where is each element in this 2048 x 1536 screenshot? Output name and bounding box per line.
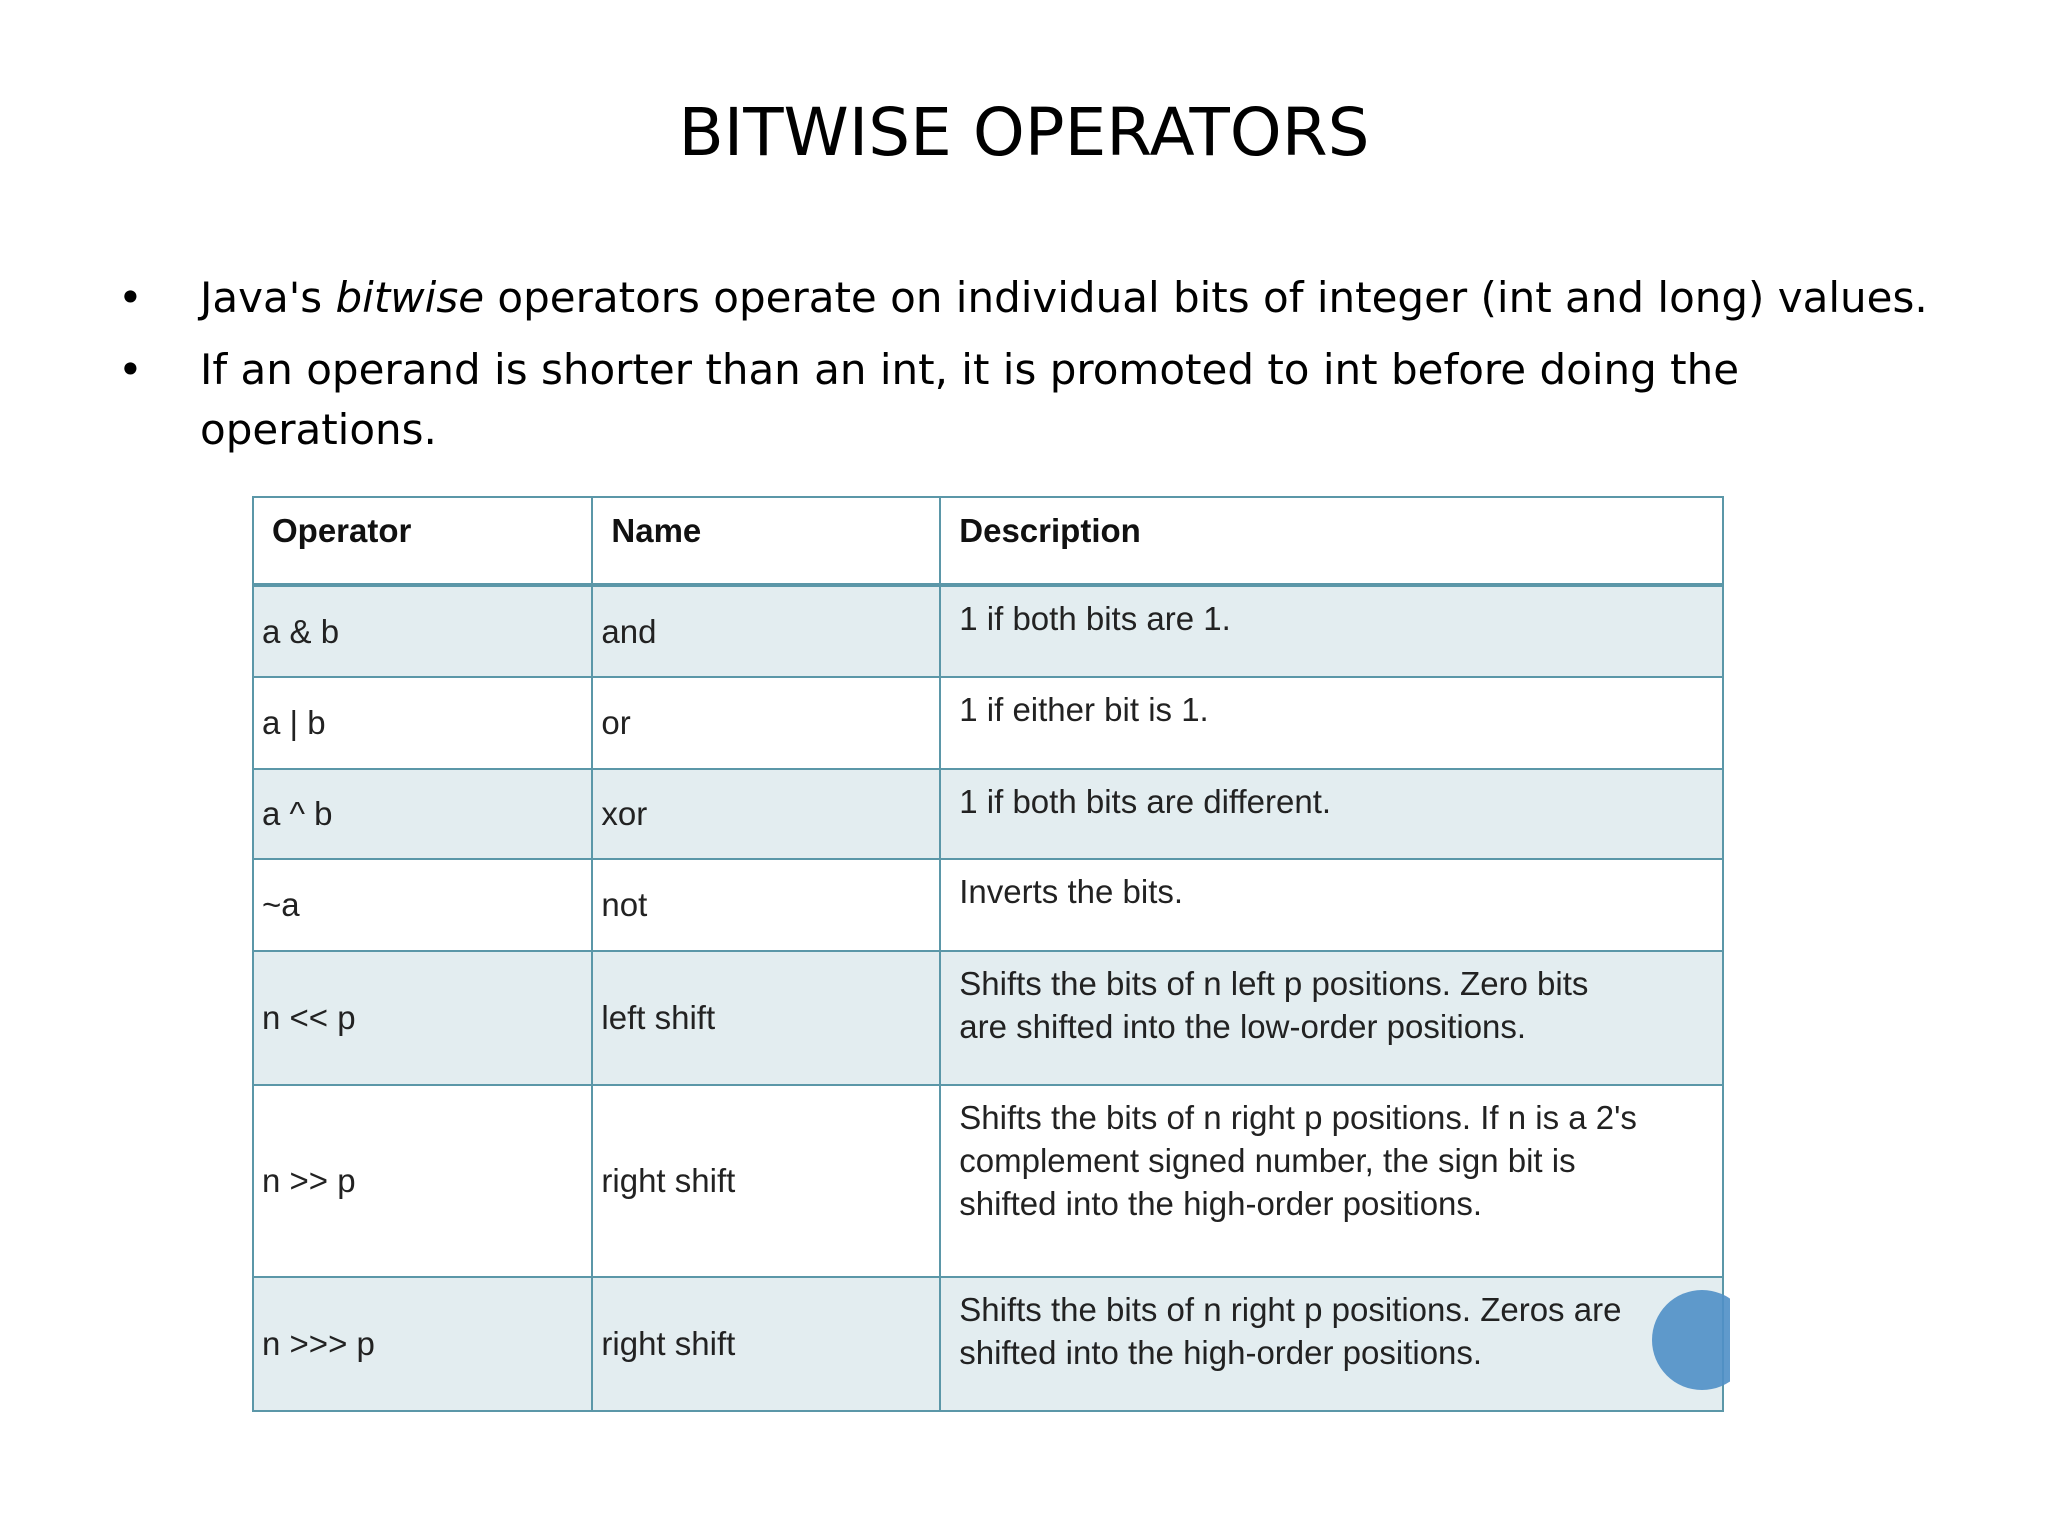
bullet-1-prefix: Java's [200, 273, 336, 322]
cell-operator: a & b [253, 585, 592, 677]
description-line: 1 if either bit is 1. [959, 691, 1209, 728]
bullet-item-1 [118, 268, 1998, 328]
table-row [253, 1277, 1723, 1411]
bullet-2-line-1: If an operand is shorter than an int, it is promoted to int before doing the [200, 345, 1740, 394]
cell-operator: n << p [253, 951, 592, 1085]
bullet-list [118, 268, 1998, 472]
header-name: Name [592, 497, 940, 585]
cell-operator: n >>> p [253, 1277, 592, 1411]
cell-description [940, 677, 1723, 769]
bullet-1-suffix: operators operate on individual bits of integer (int and long) values. [484, 273, 1928, 322]
cell-operator: n >> p [253, 1085, 592, 1277]
operators-table [252, 496, 1724, 1412]
description-line: are shifted into the low-order positions. [959, 1008, 1527, 1045]
cell-name: right shift [592, 1085, 940, 1277]
cell-description [940, 1085, 1723, 1277]
slide-title: BITWISE OPERATORS [678, 94, 1370, 171]
cell-description [940, 769, 1723, 859]
pointer-highlight [1652, 1280, 1730, 1400]
cell-name: and [592, 585, 940, 677]
table-row [253, 1085, 1723, 1277]
cell-operator: a ^ b [253, 769, 592, 859]
description-line: shifted into the high-order positions. [959, 1185, 1483, 1222]
cell-description [940, 859, 1723, 951]
cell-operator: a | b [253, 677, 592, 769]
bullet-2-text [200, 340, 1860, 460]
cell-name: xor [592, 769, 940, 859]
description-line: complement signed number, the sign bit is [959, 1142, 1576, 1179]
table-row [253, 859, 1723, 951]
cell-description [940, 1277, 1723, 1411]
table-row [253, 677, 1723, 769]
table-row [253, 769, 1723, 859]
description-line: 1 if both bits are different. [959, 783, 1332, 820]
bullet-2-line-2: operations. [200, 405, 437, 454]
pointer-highlight-icon [1652, 1290, 1730, 1390]
cell-name: not [592, 859, 940, 951]
cell-description [940, 585, 1723, 677]
description-line: shifted into the high-order positions. [959, 1334, 1483, 1371]
description-line: 1 if both bits are 1. [959, 600, 1231, 637]
cell-description [940, 951, 1723, 1085]
table-row [253, 585, 1723, 677]
bullet-dot-icon: • [118, 273, 143, 322]
bullet-1-emphasis: bitwise [335, 273, 485, 322]
table-header-row [253, 497, 1723, 585]
header-description: Description [940, 497, 1723, 585]
table-row [253, 951, 1723, 1085]
description-line: Inverts the bits. [959, 873, 1184, 910]
description-line: Shifts the bits of n right p positions. Zeros are [959, 1291, 1622, 1328]
cell-name: or [592, 677, 940, 769]
cell-operator: ~a [253, 859, 592, 951]
bullet-dot-icon: • [118, 345, 143, 394]
description-line: Shifts the bits of n left p positions. Zero bits [959, 965, 1589, 1002]
header-operator: Operator [253, 497, 592, 585]
description-line: Shifts the bits of n right p positions. If n is a 2's [959, 1099, 1637, 1136]
cell-name: left shift [592, 951, 940, 1085]
cell-name: right shift [592, 1277, 940, 1411]
bullet-item-2 [118, 340, 1998, 460]
